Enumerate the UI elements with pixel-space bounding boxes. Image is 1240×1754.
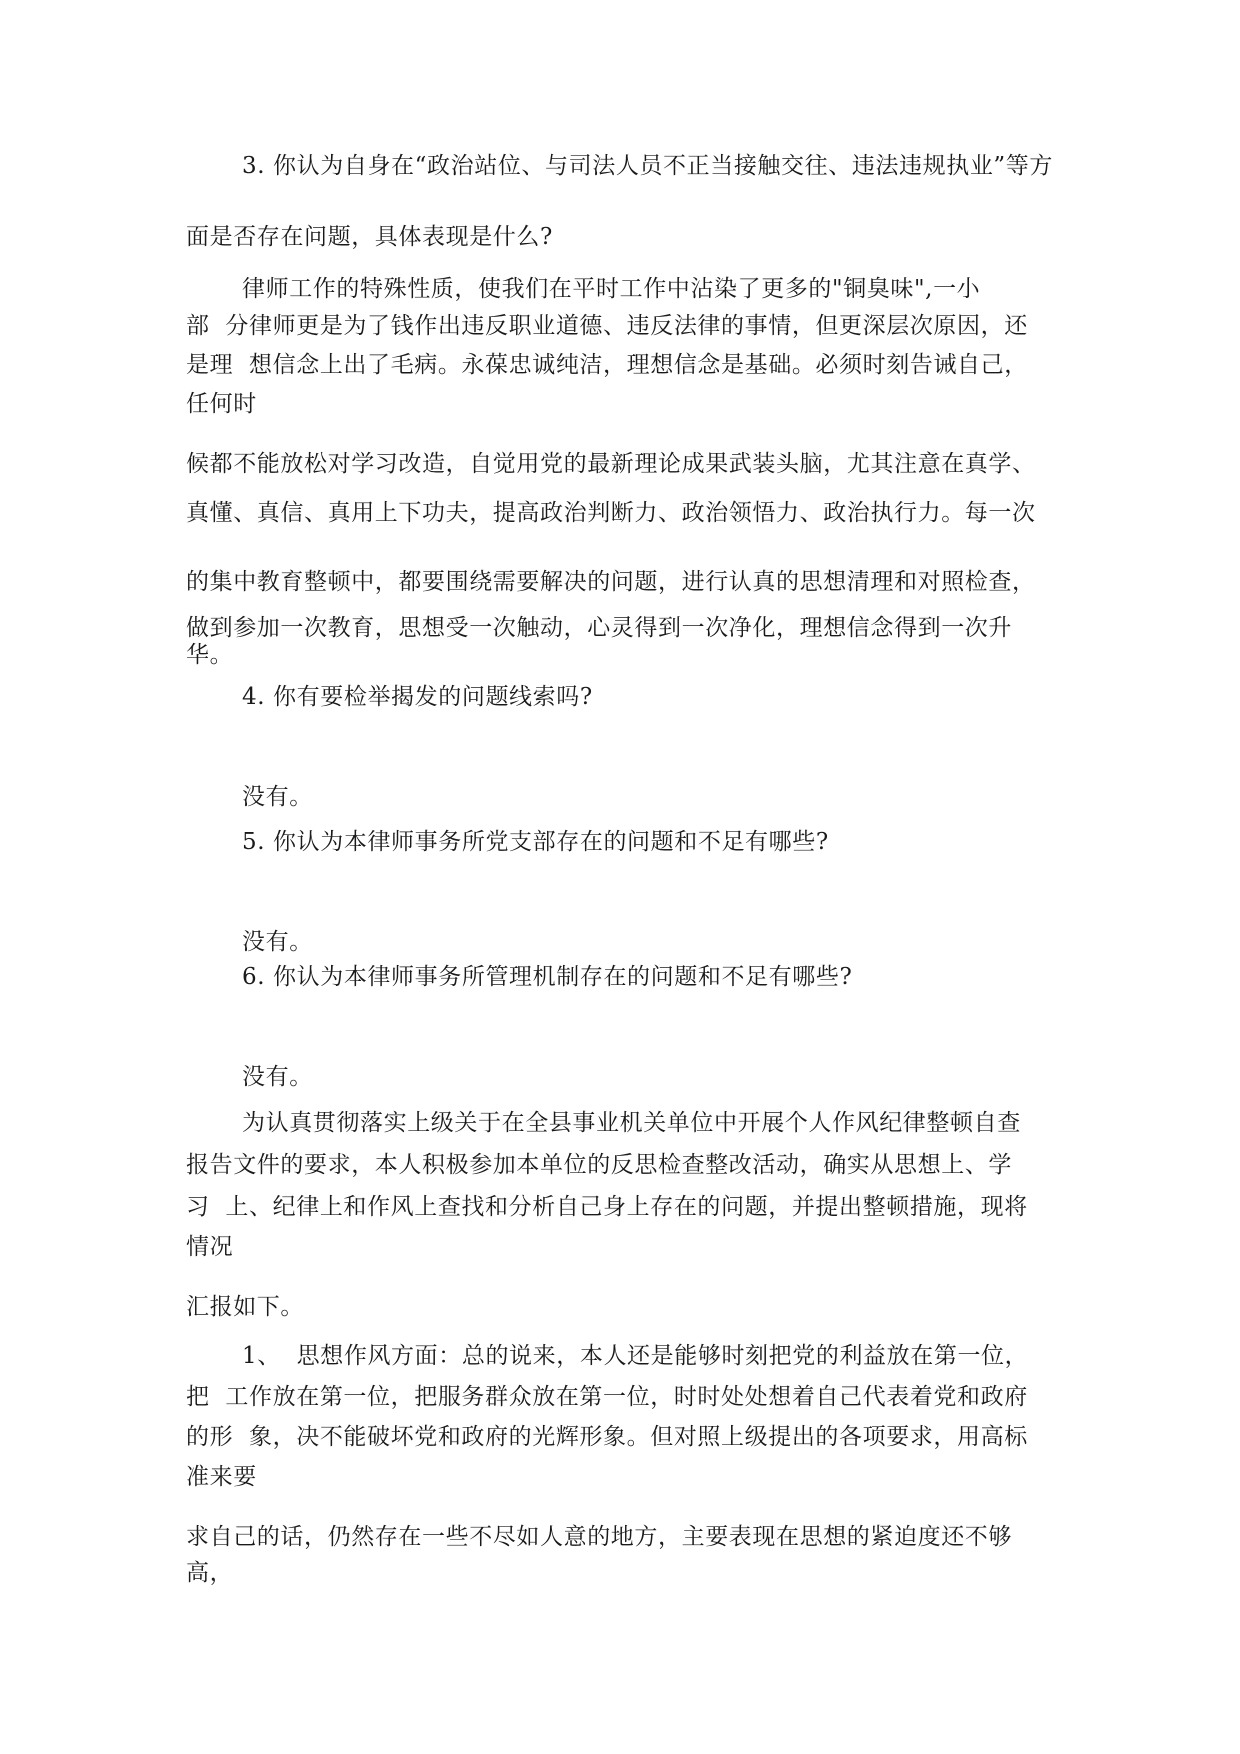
report-para-2-line-4: 准来要 bbox=[186, 1464, 257, 1490]
report-para-1-line-1: 为认真贯彻落实上级关于在全县事业机关单位中开展个人作风纪律整顿自查 bbox=[242, 1110, 1021, 1136]
report-para-2-line-6: 高， bbox=[186, 1560, 234, 1586]
report-para-2-line-1: 1、 思想作风方面：总的说来，本人还是能够时刻把党的利益放在第一位， bbox=[242, 1343, 1029, 1369]
report-para-1-line-2: 报告文件的要求，本人积极参加本单位的反思检查整改活动，确实从思想上、学 bbox=[186, 1152, 1012, 1178]
answer-4: 没有。 bbox=[242, 784, 313, 810]
report-para-2-line-3: 的形 象，决不能破坏党和政府的光辉形象。但对照上级提出的各项要求，用高标 bbox=[186, 1424, 1028, 1450]
answer-3-line-9: 华。 bbox=[186, 642, 234, 668]
answer-3-line-1: 律师工作的特殊性质，使我们在平时工作中沾染了更多的"铜臭味",一小 bbox=[242, 276, 981, 302]
answer-3-line-2: 部 分律师更是为了钱作出违反职业道德、违反法律的事情，但更深层次原因，还 bbox=[186, 313, 1028, 339]
report-para-2-line-2: 把 工作放在第一位，把服务群众放在第一位，时时处处想着自己代表着党和政府 bbox=[186, 1384, 1028, 1410]
report-para-1-line-4: 情况 bbox=[186, 1234, 234, 1260]
answer-3-line-5: 候都不能放松对学习改造，自觉用党的最新理论成果武装头脑，尤其注意在真学、 bbox=[186, 451, 1036, 477]
answer-6: 没有。 bbox=[242, 1064, 313, 1090]
answer-3-line-8: 做到参加一次教育，思想受一次触动，心灵得到一次净化，理想信念得到一次升 bbox=[186, 615, 1012, 641]
question-6: 6. 你认为本律师事务所管理机制存在的问题和不足有哪些? bbox=[242, 964, 853, 990]
report-para-2-line-5: 求自己的话，仍然存在一些不尽如人意的地方，主要表现在思想的紧迫度还不够 bbox=[186, 1524, 1012, 1550]
answer-3-line-4: 任何时 bbox=[186, 391, 257, 417]
question-3-line-1: 3. 你认为自身在“政治站位、与司法人员不正当接触交往、违法违规执业”等方 bbox=[242, 153, 1053, 179]
report-para-1-line-5: 汇报如下。 bbox=[186, 1294, 304, 1320]
question-4: 4. 你有要检举揭发的问题线索吗? bbox=[242, 684, 593, 710]
answer-5: 没有。 bbox=[242, 929, 313, 955]
answer-3-line-7: 的集中教育整顿中，都要围绕需要解决的问题，进行认真的思想清理和对照检查， bbox=[186, 569, 1036, 595]
answer-3-line-3: 是理 想信念上出了毛病。永葆忠诚纯洁，理想信念是基础。必须时刻告诫自己， bbox=[186, 352, 1028, 378]
question-3-line-2: 面是否存在问题，具体表现是什么? bbox=[186, 224, 553, 250]
answer-3-line-6: 真懂、真信、真用上下功夫，提高政治判断力、政治领悟力、政治执行力。每一次 bbox=[186, 500, 1036, 526]
question-5: 5. 你认为本律师事务所党支部存在的问题和不足有哪些? bbox=[242, 829, 829, 855]
report-para-1-line-3: 习 上、纪律上和作风上查找和分析自己身上存在的问题，并提出整顿措施，现将 bbox=[186, 1194, 1028, 1220]
